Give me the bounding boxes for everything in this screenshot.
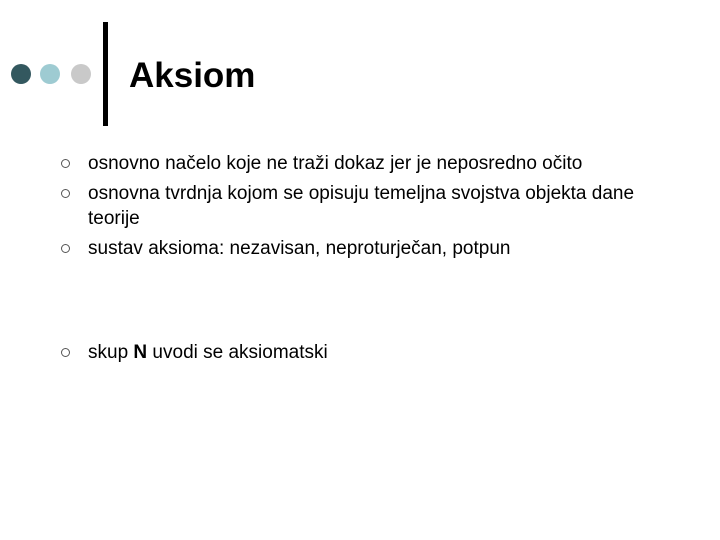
- bullet-text: osnovna tvrdnja kojom se opisuju temeljna svojstva objekta dane teorije: [88, 183, 635, 229]
- bullet-text: osnovno načelo koje ne traži dokaz jer je neposredno očito: [88, 153, 583, 174]
- set-symbol-n: N: [133, 342, 148, 363]
- bullet-text-suffix: uvodi se aksiomatski: [147, 342, 328, 363]
- slide-title: Aksiom: [129, 56, 256, 95]
- ring-bullet-icon: [61, 348, 70, 357]
- ring-bullet-icon: [61, 159, 70, 168]
- ring-bullet-icon: [61, 189, 70, 198]
- ring-bullet-icon: [61, 244, 70, 253]
- bullet-text: sustav aksioma: nezavisan, neproturječan, potpun: [88, 238, 511, 259]
- bullet-text-prefix: skup: [88, 342, 134, 363]
- bullet-text: [88, 340, 648, 365]
